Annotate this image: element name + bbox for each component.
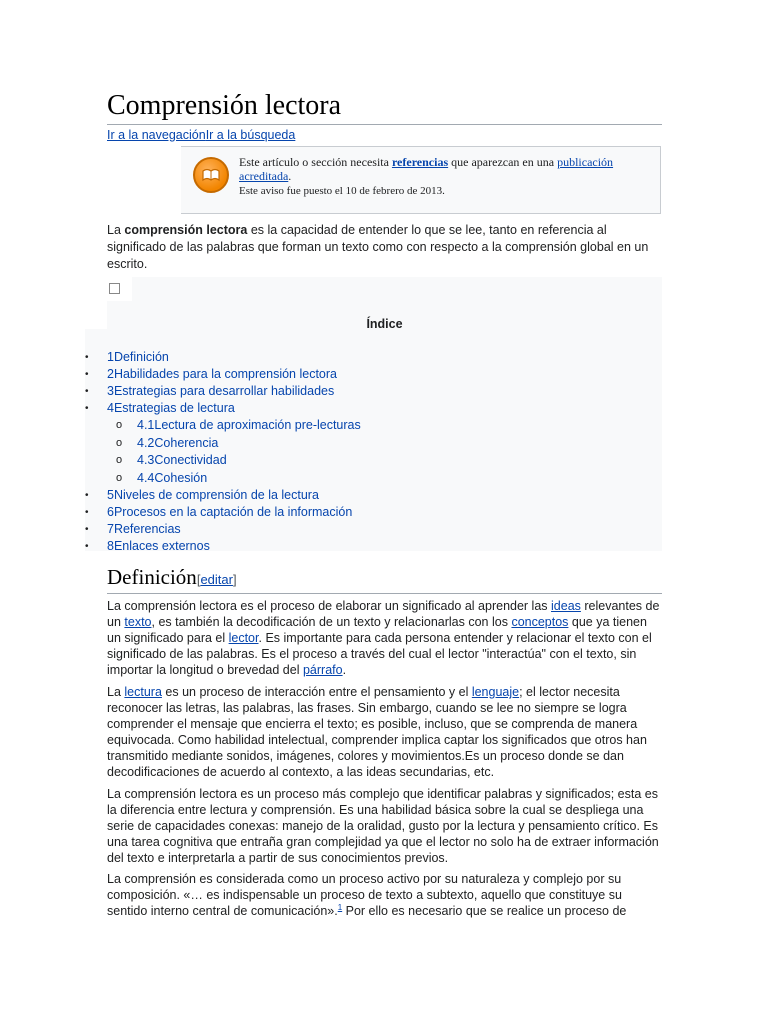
toc-bullet: • xyxy=(85,386,89,397)
toc-number: 8 xyxy=(107,539,114,553)
paragraph-definicion-2 xyxy=(107,684,662,780)
toc-number: 4.3 xyxy=(137,453,155,467)
toc-number: 1 xyxy=(107,350,114,364)
toc-label[interactable]: Definición xyxy=(113,350,169,364)
toc-number: 4.1 xyxy=(137,418,155,432)
page-title: Comprensión lectora xyxy=(107,88,662,125)
edit-bracket-close: ] xyxy=(232,572,237,587)
texto-link[interactable]: texto xyxy=(124,615,152,629)
toc-number: 5 xyxy=(107,488,114,502)
toc-label[interactable]: Cohesión xyxy=(154,470,208,485)
toc-label[interactable]: Niveles de comprensión de la lectura xyxy=(113,488,319,502)
edit-bracket-open: [ xyxy=(196,572,201,587)
toc-toggle-checkbox[interactable] xyxy=(109,283,120,294)
toc-number: 3 xyxy=(107,384,114,398)
notice-date: Este aviso fue puesto el 10 de febrero de 2013. xyxy=(239,185,445,197)
toc-bullet: • xyxy=(85,507,89,518)
text: , es también la decodificación de un texto y relacionarlas con los xyxy=(151,615,512,629)
text: . Es importante para cada persona entender y relacionar el texto con el significado de las palabras. Es el proceso a través del cual el lector "interactúa" con el texto, sin importar la longitud o brevedad del xyxy=(107,631,652,677)
accredited-publication-link[interactable]: publicación acreditada xyxy=(239,155,614,183)
toc-bullet: • xyxy=(85,524,89,535)
parrafo-link[interactable]: párrafo xyxy=(302,663,343,677)
table-of-contents xyxy=(0,277,768,551)
toc-title: Índice xyxy=(366,317,403,331)
ideas-link[interactable]: ideas xyxy=(551,599,581,613)
notice-middle: que aparezcan en una xyxy=(448,155,558,169)
toc-number: 6 xyxy=(107,505,114,519)
toc-label[interactable]: Enlaces externos xyxy=(113,539,210,553)
edit-section-link[interactable]: editar xyxy=(200,572,233,587)
intro-pre: La xyxy=(107,223,125,237)
text: Por ello es necesario que se realice un proceso de xyxy=(342,904,627,918)
notice-end: . xyxy=(288,169,292,183)
lectura-link[interactable]: lectura xyxy=(124,685,162,699)
notice-prefix: Este artículo o sección necesita xyxy=(239,155,392,169)
text: La comprensión es considerada como un proceso activo por su naturaleza y complejo por su composición. «… es indispensable un proceso de texto a subtexto, aquello que constituye su sentido interno central de comunicación». xyxy=(107,872,622,918)
toc-bullet: • xyxy=(85,352,89,363)
toc-label[interactable]: Estrategias para desarrollar habilidades xyxy=(113,384,335,398)
toc-label[interactable]: Procesos en la captación de la información xyxy=(113,505,353,519)
toc-bullet: • xyxy=(85,369,89,380)
toc-label[interactable]: Coherencia xyxy=(154,435,219,450)
lenguaje-link[interactable]: lenguaje xyxy=(471,685,520,699)
section-heading-definicion xyxy=(107,564,662,594)
section-heading-text: Definición xyxy=(107,565,197,589)
references-link[interactable]: referencias xyxy=(391,155,449,169)
jump-to-search-link[interactable]: Ir a la búsqueda xyxy=(205,128,296,142)
edit-section xyxy=(197,572,237,587)
paragraph-definicion-3: La comprensión lectora es un proceso más complejo que identificar palabras y significados; esta es la diferencia entre lectura y comprensión. Es una habilidad básica sobre la cual se despliega una serie de capacidades conexas: manejo de la oralidad, gusto por la lectura y pensamiento crítico. Es una tarea cognitiva que entraña gran complejidad ya que el lector no solo ha de extraer información del texto e interpretarla a partir de sus conocimientos previos. xyxy=(107,787,659,865)
book-icon xyxy=(193,157,229,193)
toc-sub-bullet: o xyxy=(116,454,123,466)
conceptos-link[interactable]: conceptos xyxy=(511,615,569,629)
toc-bullet: • xyxy=(85,541,89,552)
toc-sub-bullet: o xyxy=(116,436,123,449)
paragraph-definicion-1 xyxy=(107,598,662,678)
intro-post: es la capacidad de entender lo que se lee, tanto en referencia al significado de las palabras que forman un texto como con respecto a la comprensión global en un escrito. xyxy=(107,223,649,271)
text: relevantes de un xyxy=(107,599,660,629)
intro-paragraph xyxy=(107,222,662,273)
text: . xyxy=(342,663,347,677)
notice-text xyxy=(239,155,649,198)
jump-to-navigation-link[interactable]: Ir a la navegación xyxy=(107,128,206,142)
toc-label[interactable]: Habilidades para la comprensión lectora xyxy=(113,367,337,381)
toc-number: 4 xyxy=(107,401,114,415)
toc-bullet: • xyxy=(85,490,89,501)
references-notice-box xyxy=(181,146,661,214)
reference-1-link[interactable]: 1 xyxy=(337,902,343,912)
jump-links xyxy=(107,128,295,143)
toc-sub-bullet: o xyxy=(116,419,123,431)
text: ; el lector necesita reconocer las letras, las palabras, las frases. Sin embargo, cuando se lee no siempre se logra comprender el mensaje que encierra el texto; es posible, incluso, que se comprenda de manera equivocada. Como habilidad intelectual, comprender implica captar los significados que otros han transmitido mediante sonidos, imágenes, colores y movimientos.Es un proceso donde se dan decodificaciones de acuerdo al contexto, a las ideas secundarias, etc. xyxy=(107,685,647,779)
toc-number: 7 xyxy=(107,522,114,536)
intro-bold-term: comprensión lectora xyxy=(124,223,248,237)
paragraph-definicion-4 xyxy=(107,871,662,919)
toc-number: 4.2 xyxy=(137,435,155,450)
text: es un proceso de interacción entre el pensamiento y el xyxy=(161,685,472,699)
toc-number: 4.4 xyxy=(137,470,155,485)
toc-label[interactable]: Estrategias de lectura xyxy=(113,401,235,415)
text: La comprensión lectora es el proceso de elaborar un significado al aprender las xyxy=(107,599,552,613)
toc-label[interactable]: Lectura de aproximación pre-lecturas xyxy=(154,418,361,432)
lector-link[interactable]: lector xyxy=(228,631,259,645)
toc-number: 2 xyxy=(107,367,114,381)
text: que ya tienen un significado para el xyxy=(107,615,647,645)
text: La xyxy=(107,685,125,699)
toc-sub-bullet: o xyxy=(116,471,123,484)
toc-label[interactable]: Conectividad xyxy=(154,453,227,467)
toc-label[interactable]: Referencias xyxy=(113,522,181,536)
toc-bullet: • xyxy=(85,403,89,414)
